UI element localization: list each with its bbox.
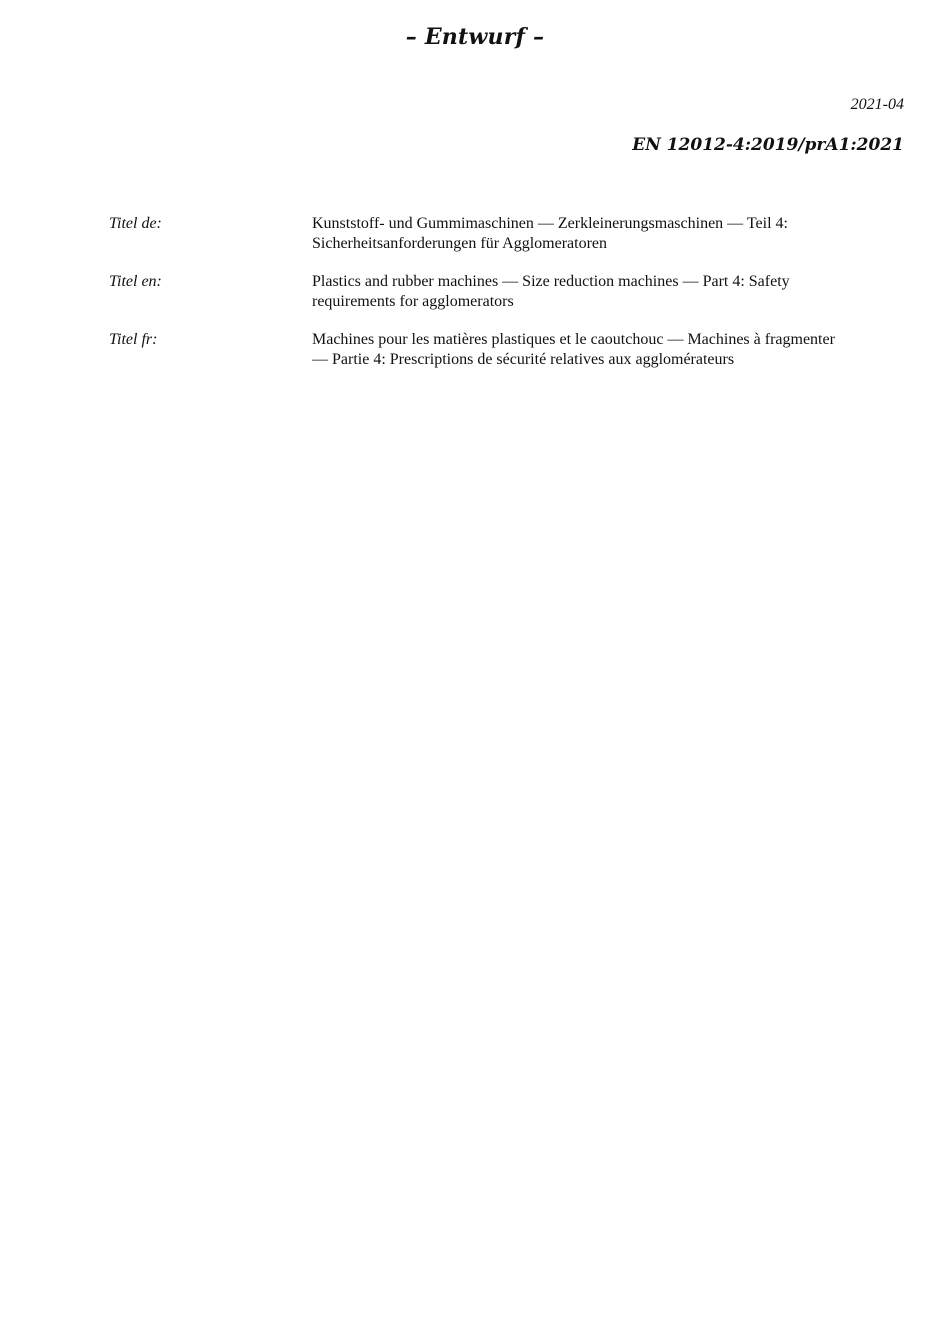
title-text-de-line2: Sicherheitsanforderungen für Agglomeratoren [312,235,608,252]
title-label-de: Titel de: [109,215,162,232]
title-text-en [312,272,898,312]
title-text-fr-line1: Machines pour les matières plastiques et le caoutchouc — Machines à fragmenter [312,331,835,348]
title-text-de [312,214,898,254]
titles-block [109,214,909,388]
document-date: 2021-04 [850,96,904,113]
title-row-en [109,272,909,312]
title-label-en: Titel en: [109,273,162,290]
title-text-fr [312,330,898,370]
title-text-en-line1: Plastics and rubber machines — Size reduction machines — Part 4: Safety [312,273,790,290]
title-row-fr [109,330,909,370]
title-text-fr-line2: — Partie 4: Prescriptions de sécurité relatives aux agglomérateurs [312,351,735,368]
document-reference: EN 12012-4:2019/prA1:2021 [632,135,904,155]
title-text-de-line1: Kunststoff- und Gummimaschinen — Zerkleinerungsmaschinen — Teil 4: [312,215,788,232]
draft-banner: – Entwurf – [405,24,545,50]
title-row-de [109,214,909,254]
title-text-en-line2: requirements for agglomerators [312,293,514,310]
title-label-fr: Titel fr: [109,331,158,348]
